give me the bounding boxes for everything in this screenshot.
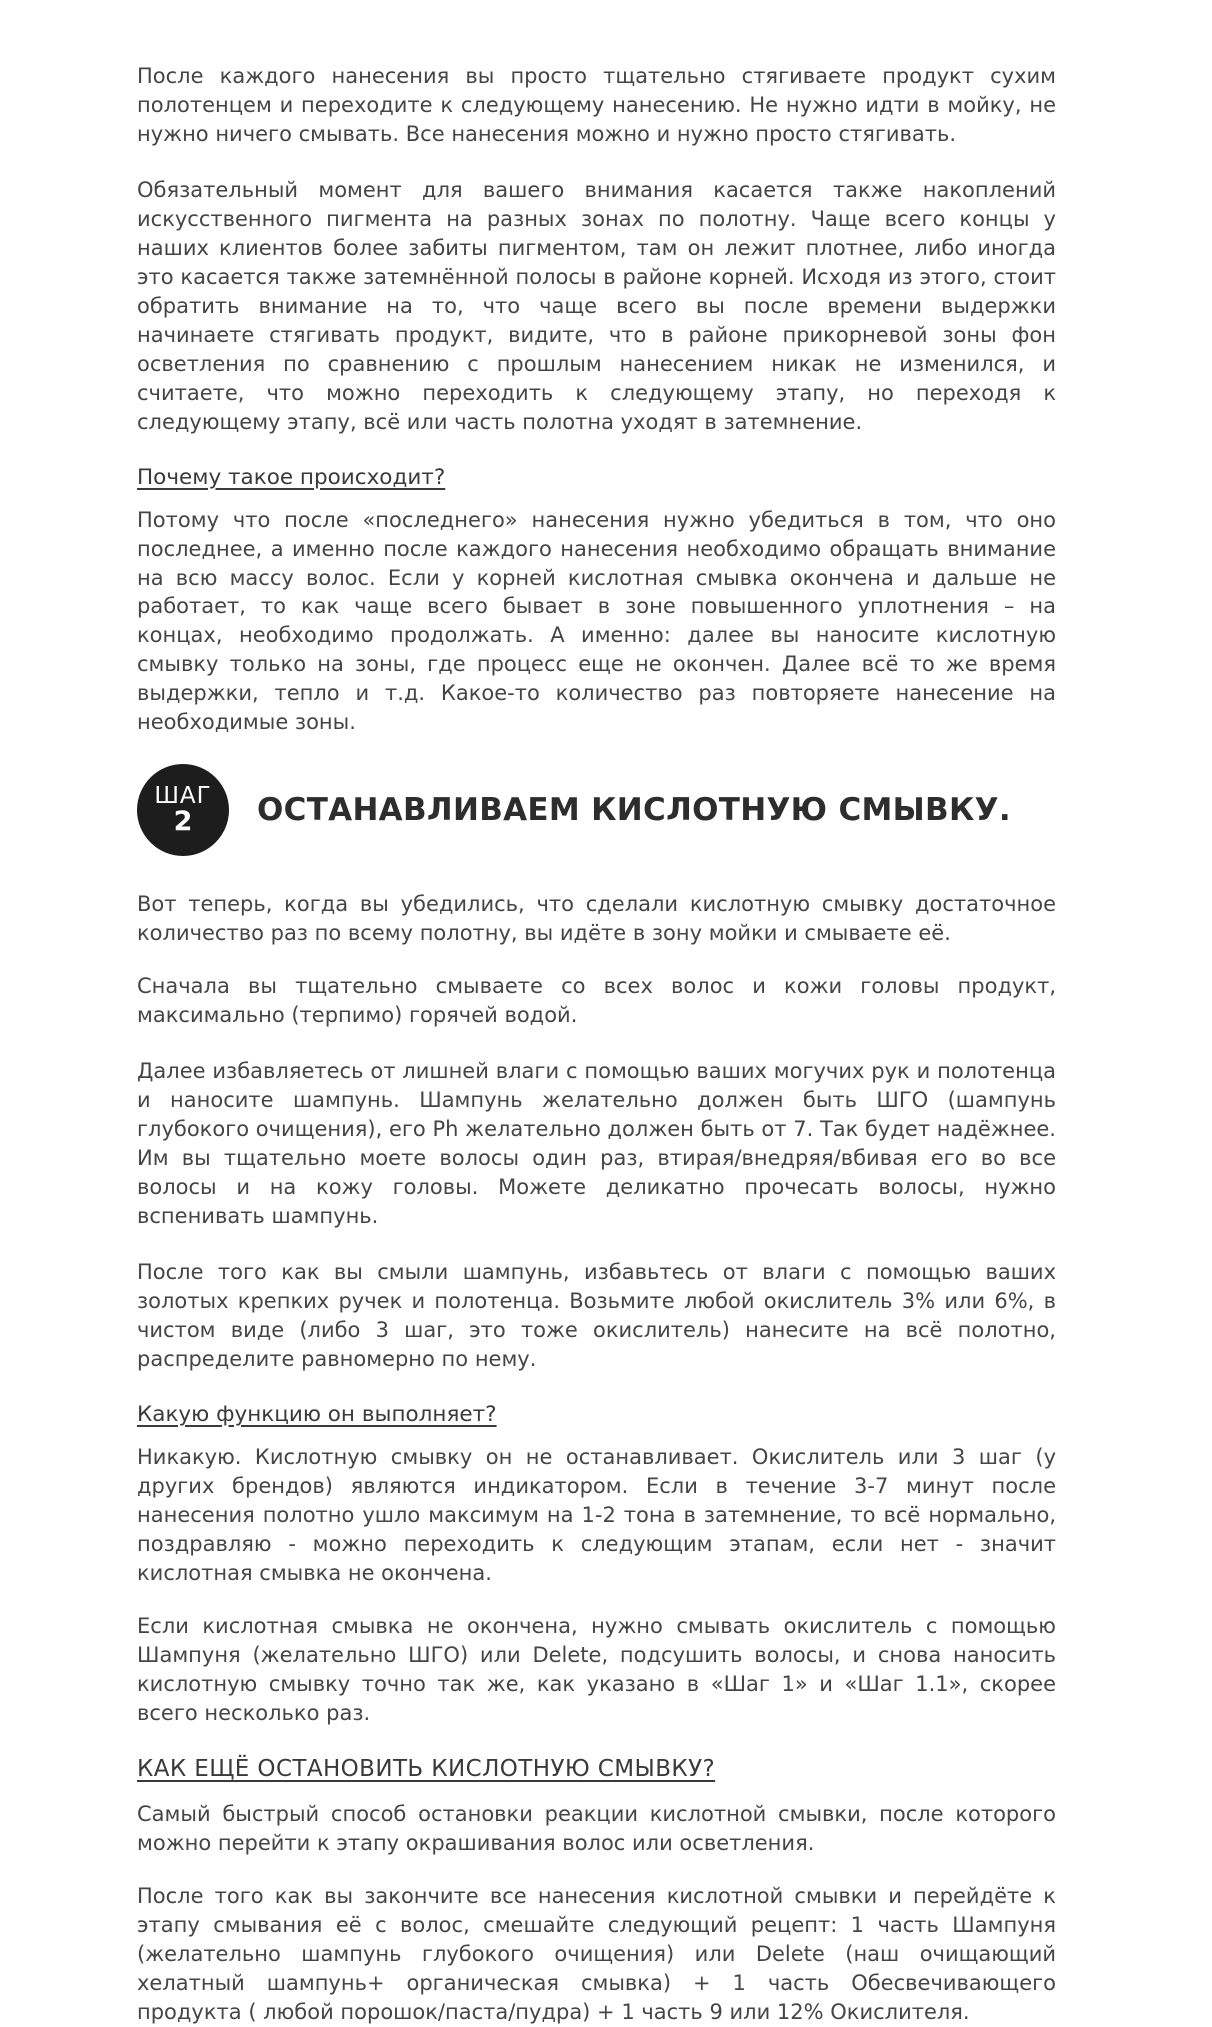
paragraph-why-explanation: Потому что после «последнего» нанесения нужно убедиться в том, что оно последнее, а именно после каждого нанесения необходимо обращать внимание на всю массу волос. Если у корней кислотная смывка окончена и дальше не работает, то как чаще всего бывает в зоне повышенного уплотнения – на концах, необходимо продолжать. А именно: далее вы наносите кислотную смывку только на зоны, где процесс еще не окончен. Далее всё то же время выдержки, тепло и т.д. Какое-то количество раз повторяете нанесение на необходимые зоны. [137, 507, 1056, 735]
paragraph-apply-oxidizer: После того как вы смыли шампунь, избавьтесь от влаги с помощью ваших золотых крепких ручек и полотенца. Возьмите любой окислитель 3% или 6%, в чистом виде (либо 3 шаг, это тоже окислитель) нанесите на всё полотно, распределите равномерно по нему. [137, 1260, 1056, 1371]
paragraph-pigment-accumulation: Обязательный момент для вашего внимания касается также накоплений искусственного пигмента на разных зонах по полотну. Чаще всего концы у наших клиентов более забиты пигментом, там он лежит плотнее, либо иногда это касается также затемнённой полосы в районе корней. Исходя из этого, стоит обратить внимание на то, что чаще всего вы после времени выдержки начинаете стягивать продукт, видите, что в районе прикорневой зоны фон осветления по сравнению с прошлым нанесением никак не изменился, и считаете, что можно переходить к следующему этапу, но переходя к следующему этапу, всё или часть полотна уходят в затемнение. [137, 177, 1056, 434]
paragraph-wipe-product: После каждого нанесения вы просто тщательно стягиваете продукт сухим полотенцем и переходите к следующему нанесению. Не нужно идти в мойку, не нужно ничего смывать. Все нанесения можно и нужно просто стягивать. [137, 64, 1056, 146]
question-heading-why-happens: Почему такое происходит? [137, 464, 446, 490]
step-badge-label: ШАГ [154, 783, 212, 810]
step-2-header [137, 764, 1056, 856]
paragraph-rinse-hot-water: Сначала вы тщательно смываете со всех волос и кожи головы продукт, максимально (терпимо) горячей водой. [137, 974, 1056, 1028]
paragraph-fastest-way: Самый быстрый способ остановки реакции кислотной смывки, после которого можно перейти к этапу окрашивания волос или осветления. [137, 1802, 1056, 1856]
paragraph-repeat-if-not-finished: Если кислотная смывка не окончена, нужно смывать окислитель с помощью Шампуня (желательно ШГО) или Delete, подсушить волосы, и снова наносить кислотную смывку точно так же, как указано в «Шаг 1» и «Шаг 1.1», скорее всего несколько раз. [137, 1613, 1056, 1725]
paragraph-indicator-explanation: Никакую. Кислотную смывку он не останавливает. Окислитель или 3 шаг (у других брендов) являются индикатором. Если в течение 3-7 минут после нанесения полотно ушло максимум на 1-2 тона в затемнение, то всё нормально, поздравляю - можно переходить к следующим этапам, если нет - значит кислотная смывка не окончена. [137, 1444, 1056, 1585]
step-2-title: ОСТАНАВЛИВАЕМ КИСЛОТНУЮ СМЫВКУ. [257, 792, 1011, 829]
step-2-badge-icon [137, 764, 229, 856]
question-heading-what-function: Какую функцию он выполняет? [137, 1401, 497, 1427]
paragraph-go-to-washing: Вот теперь, когда вы убедились, что сделали кислотную смывку достаточное количество раз по всему полотну, вы идёте в зону мойки и смываете её. [137, 892, 1056, 946]
paragraph-shampoo-shgo: Далее избавляетесь от лишней влаги с помощью ваших могучих рук и полотенца и наносите шампунь. Шампунь желательно должен быть ШГО (шампунь глубокого очищения), его Ph желательно должен быть от 7. Так будет надёжнее. Им вы тщательно моете волосы один раз, втирая/внедряя/вбивая его во все волосы и на кожу головы. Можете деликатно прочесать волосы, нужно вспенивать шампунь. [137, 1059, 1056, 1229]
step-badge-number: 2 [173, 806, 193, 838]
question-heading-how-else-stop: КАК ЕЩЁ ОСТАНОВИТЬ КИСЛОТНУЮ СМЫВКУ? [137, 1755, 716, 1782]
paragraph-recipe: После того как вы закончите все нанесения кислотной смывки и перейдёте к этапу смывания её с волос, смешайте следующий рецепт: 1 часть Шампуня (желательно шампунь глубокого очищения) или Delete (наш очищающий хелатный шампунь+ органическая смывка) + 1 часть Обесвечивающего продукта ( любой порошок/паста/пудра) + 1 часть 9 или 12% Окислителя. [137, 1884, 1056, 2025]
